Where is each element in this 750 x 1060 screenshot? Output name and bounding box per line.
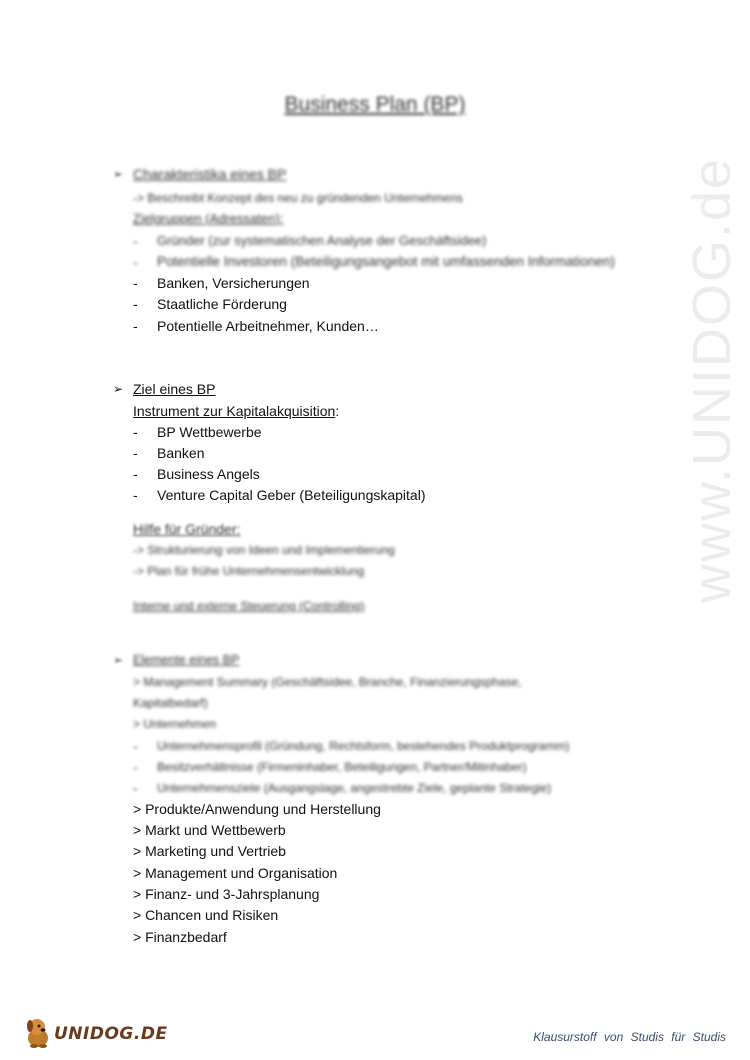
list-item: > Produkte/Anwendung und Herstellung <box>133 801 381 817</box>
section2-subheading-text: Instrument zur Kapitalakquisition <box>133 403 336 419</box>
list-item: Unternehmensprofil (Gründung, Rechtsform, bestehendes Produktprogramm) <box>157 739 570 753</box>
dash-bullet: - <box>133 780 138 796</box>
help-line: -> Plan für frühe Unternehmensentwicklung <box>133 564 365 578</box>
unidog-logo <box>24 1014 168 1054</box>
dash-bullet: - <box>133 275 138 291</box>
section1-heading: Charakteristika eines BP <box>133 166 287 182</box>
section2-subheading: Instrument zur Kapitalakquisition: <box>133 403 340 419</box>
list-item: BP Wettbewerbe <box>157 424 262 440</box>
document-title: Business Plan (BP) <box>284 93 466 116</box>
list-item: Potentielle Arbeitnehmer, Kunden… <box>157 318 379 334</box>
dash-bullet: - <box>133 318 138 334</box>
section1-description: -> Beschreibt Konzept des neu zu gründenden Unternehmens <box>133 191 463 205</box>
section1-subheading: Zielgruppen (Adressaten): <box>133 211 284 226</box>
dash-bullet: - <box>133 445 138 461</box>
list-item: Unternehmensziele (Ausgangslage, angestrebte Ziele, geplante Strategie) <box>157 781 552 795</box>
controlling-line: Interne und externe Steuerung (Controlling) <box>133 599 365 613</box>
list-item: Staatliche Förderung <box>157 296 287 312</box>
list-item: Venture Capital Geber (Beteiligungskapital) <box>157 487 426 503</box>
dash-bullet: - <box>133 296 138 312</box>
dash-bullet: - <box>133 738 138 754</box>
list-item: > Management und Organisation <box>133 865 338 881</box>
dash-bullet: - <box>133 466 138 482</box>
dash-bullet: - <box>133 759 138 775</box>
summary-line-cont: Kapitalbedarf) <box>133 696 208 710</box>
bullet-arrow-icon: ➢ <box>113 167 124 181</box>
list-item: Banken <box>157 445 205 461</box>
list-item: Business Angels <box>157 466 260 482</box>
section2-heading: Ziel eines BP <box>133 381 216 397</box>
help-line: -> Strukturierung von Ideen und Implementierung <box>133 543 395 557</box>
bullet-arrow-icon: ➢ <box>113 382 124 396</box>
logo-text: UNIDOG.DE <box>54 1024 168 1044</box>
dash-bullet: - <box>133 424 138 440</box>
bullet-arrow-icon: ➢ <box>113 653 124 667</box>
list-item: Potentielle Investoren (Beteiligungsangebot mit umfassenden Informationen) <box>157 254 615 269</box>
dash-bullet: - <box>133 487 138 503</box>
list-item: Besitzverhältnisse (Firmeninhaber, Beteiligungen, Partner/Mitinhaber) <box>157 760 527 774</box>
dash-bullet: - <box>133 233 138 249</box>
dash-bullet: - <box>133 254 138 270</box>
watermark: www.UNIDOG.de <box>682 156 742 604</box>
list-item: > Markt und Wettbewerb <box>133 822 286 838</box>
footer-tagline: Klausurstoff von Studis für Studis <box>533 1030 726 1044</box>
list-item: > Marketing und Vertrieb <box>133 843 286 859</box>
help-heading: Hilfe für Gründer: <box>133 521 241 537</box>
list-item: > Finanz- und 3-Jahrsplanung <box>133 886 320 902</box>
company-heading: > Unternehmen <box>133 717 217 731</box>
section3-heading: Elemente eines BP <box>133 653 240 667</box>
summary-line: > Management Summary (Geschäftsidee, Branche, Finanzierungsphase, <box>133 675 522 689</box>
dog-icon <box>24 1016 52 1048</box>
list-item: Banken, Versicherungen <box>157 275 310 291</box>
list-item: > Chancen und Risiken <box>133 907 279 923</box>
list-item: > Finanzbedarf <box>133 929 227 945</box>
list-item: Gründer (zur systematischen Analyse der Geschäftsidee) <box>157 233 487 248</box>
